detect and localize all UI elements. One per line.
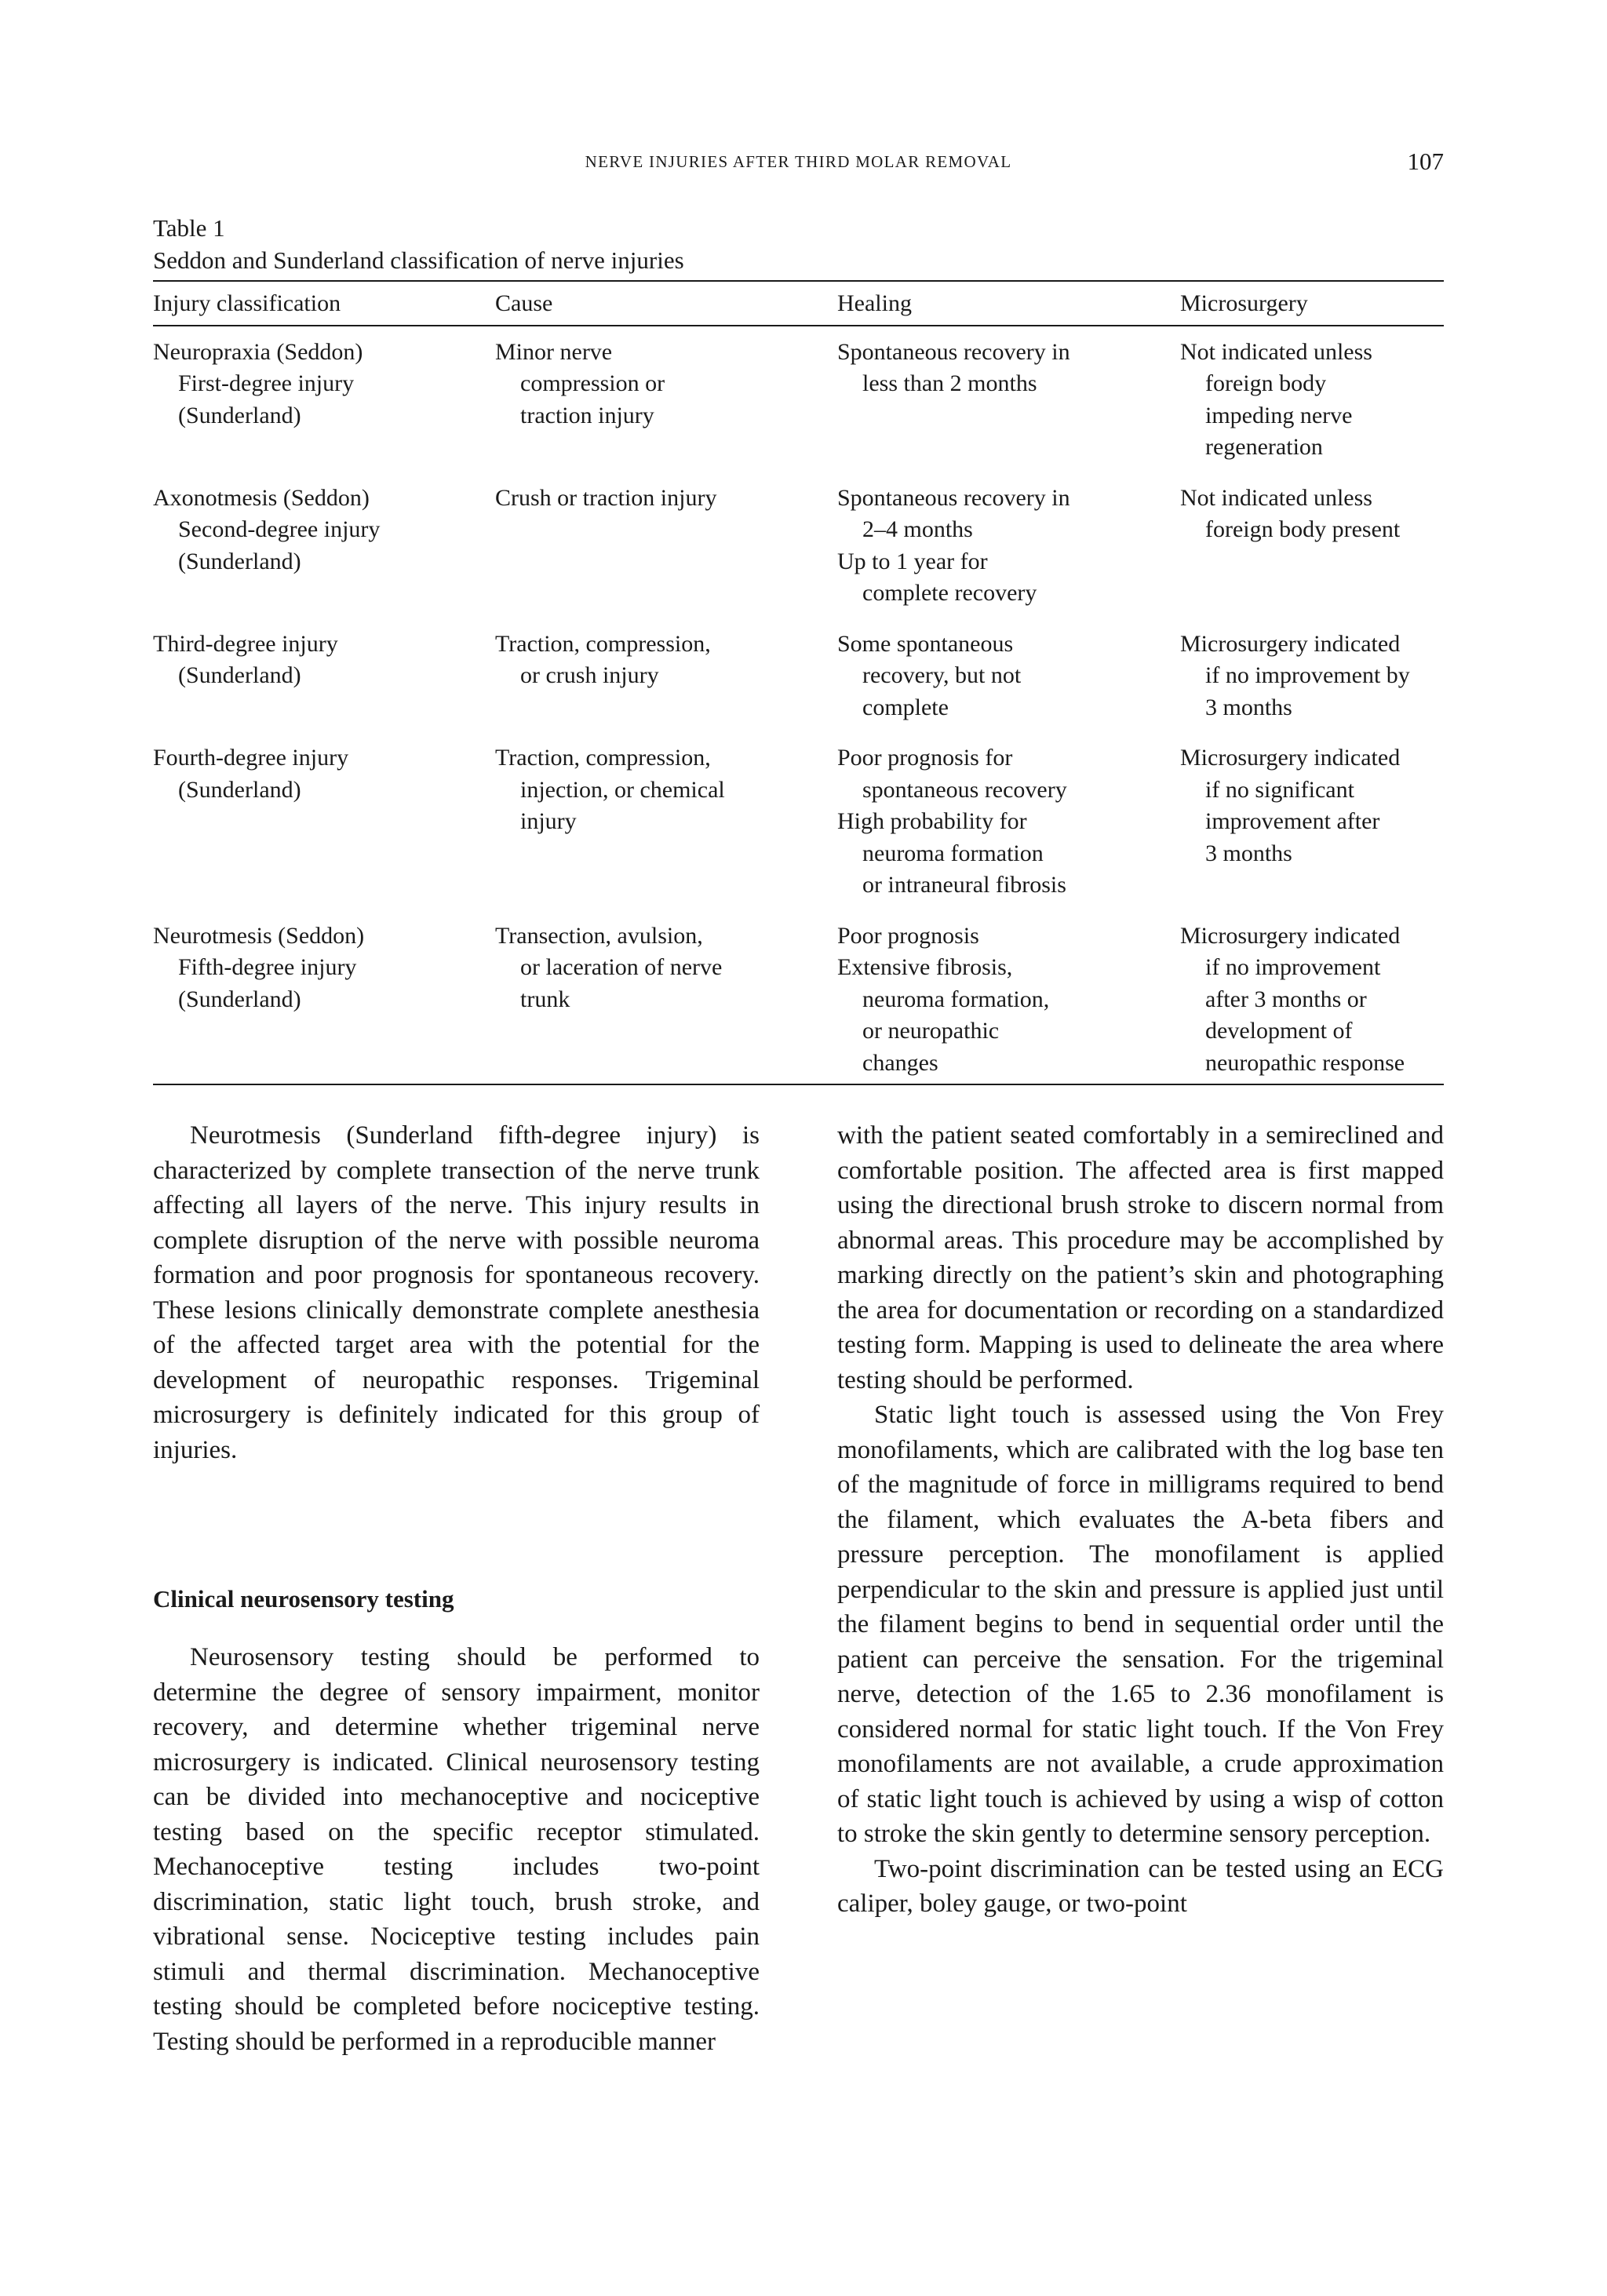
table-header-row — [153, 281, 1444, 326]
table-row — [153, 464, 1444, 610]
cell-line: Third-degree injury — [153, 630, 338, 657]
table-cell-healing — [837, 464, 1180, 610]
cell-line: injection, or chemical — [520, 776, 725, 803]
cell-line: injury — [520, 808, 577, 834]
table-cell-classification — [153, 902, 495, 1085]
column-header: Microsurgery — [1180, 290, 1308, 316]
table-cell-classification — [153, 610, 495, 724]
column-header: Cause — [495, 290, 553, 316]
table-cell-microsurgery — [1180, 326, 1444, 464]
body-paragraph: with the patient seated comfortably in a semireclined and comfortable position. The affected area is first mapped using the directional brush stroke to discern normal from abnormal areas. This procedure may be accomplished by marking directly on the patient’s skin and photographing the area for documentation or recording on a standardized testing form. Mapping is used to delineate the area where testing should be performed. — [837, 1121, 1444, 1394]
table-row — [153, 610, 1444, 724]
table-cell-healing — [837, 723, 1180, 902]
cell-line: Fifth-degree injury — [178, 954, 357, 980]
table-label: Table 1 — [153, 214, 225, 242]
cell-line: (Sunderland) — [178, 662, 301, 688]
running-header — [153, 149, 1444, 180]
running-title: NERVE INJURIES AFTER THIRD MOLAR REMOVAL — [585, 152, 1012, 171]
cell-line: if no improvement by — [1205, 662, 1410, 688]
cell-line: compression or — [520, 370, 665, 396]
cell-line: 2–4 months — [862, 516, 973, 542]
cell-line: Poor prognosis — [837, 922, 979, 949]
cell-line: foreign body present — [1205, 516, 1401, 542]
cell-line: less than 2 months — [862, 370, 1037, 396]
cell-line: foreign body — [1205, 370, 1327, 396]
cell-line: Axonotmesis (Seddon) — [153, 484, 370, 511]
cell-line: Microsurgery indicated — [1180, 745, 1401, 771]
cell-line: Minor nerve — [495, 338, 613, 365]
cell-line: 3 months — [1205, 840, 1292, 866]
table-cell-cause — [495, 723, 837, 902]
cell-line: Not indicated unless — [1180, 338, 1372, 365]
table-cell-classification — [153, 326, 495, 464]
right-column-text — [837, 1118, 1444, 1922]
cell-line: or crush injury — [520, 662, 659, 688]
cell-line: after 3 months or — [1205, 986, 1367, 1012]
table-caption — [153, 212, 684, 276]
body-paragraph: Static light touch is assessed using the Von Frey monofilaments, which are calibrated with the log base ten of the magnitude of force in milligrams required to bend the filament, which evaluates the A-beta fibers and pressure perception. The monofilament is applied perpendicular to the skin and pressure is applied just until the filament begins to bend in sequential order until the patient can perceive the sensation. For the trigeminal nerve, detection of the 1.65 to 2.36 monofilament is considered normal for static light touch. If the Von Frey monofilaments are not available, a crude approximation of static light touch is achieved by using a wisp of cotton to stroke the skin gently to determine sensory perception. — [837, 1401, 1444, 1848]
cell-line: Spontaneous recovery in — [837, 484, 1070, 511]
cell-line: Traction, compression, — [495, 630, 711, 657]
cell-line: changes — [862, 1049, 938, 1076]
cell-line: regeneration — [1205, 434, 1323, 460]
cell-line: complete recovery — [862, 580, 1037, 606]
page-number: 107 — [1407, 148, 1444, 175]
cell-line: Second-degree injury — [178, 516, 381, 542]
cell-line: Not indicated unless — [1180, 484, 1372, 511]
cell-line: Microsurgery indicated — [1180, 922, 1401, 949]
table-cell-microsurgery — [1180, 464, 1444, 610]
cell-line: if no significant — [1205, 776, 1354, 803]
table-cell-classification — [153, 723, 495, 902]
cell-line: Some spontaneous — [837, 630, 1014, 657]
cell-line: First-degree injury — [178, 370, 355, 396]
cell-line: or intraneural fibrosis — [862, 872, 1066, 898]
cell-line: (Sunderland) — [178, 986, 301, 1012]
table-row — [153, 723, 1444, 902]
table-title: Seddon and Sunderland classification of nerve injuries — [153, 246, 684, 274]
cell-line: Extensive fibrosis, — [837, 954, 1013, 980]
cell-line: (Sunderland) — [178, 402, 301, 428]
table-cell-classification — [153, 464, 495, 610]
cell-line: traction injury — [520, 402, 654, 428]
table-body — [153, 326, 1444, 1085]
table-cell-healing — [837, 902, 1180, 1085]
cell-line: (Sunderland) — [178, 548, 301, 574]
table-cell-cause — [495, 326, 837, 464]
cell-line: spontaneous recovery — [862, 776, 1067, 803]
cell-line: Neuropraxia (Seddon) — [153, 338, 363, 365]
cell-line: neuropathic response — [1205, 1049, 1405, 1076]
cell-line: Neurotmesis (Seddon) — [153, 922, 365, 949]
cell-line: High probability for — [837, 808, 1027, 834]
cell-line: or laceration of nerve — [520, 954, 723, 980]
cell-line: neuroma formation, — [862, 986, 1050, 1012]
cell-line: recovery, but not — [862, 662, 1022, 688]
table-cell-microsurgery — [1180, 902, 1444, 1085]
cell-line: or neuropathic — [862, 1018, 1000, 1044]
body-paragraph: Neurotmesis (Sunderland fifth-degree injury) is characterized by complete transection of the nerve trunk affecting all layers of the nerve. This injury results in complete disruption of the nerve with possible neuroma formation and poor prognosis for spontaneous recovery. These lesions clinically demonstrate complete anesthesia of the affected target area with the potential for the development of neuropathic responses. Trigeminal microsurgery is definitely indicated for this group of injuries. — [153, 1121, 760, 1464]
table-row — [153, 326, 1444, 464]
body-paragraph: Two-point discrimination can be tested using an ECG caliper, boley gauge, or two-point — [837, 1854, 1444, 1918]
cell-line: 3 months — [1205, 694, 1292, 720]
column-header: Healing — [837, 290, 912, 316]
cell-line: complete — [862, 694, 949, 720]
cell-line: neuroma formation — [862, 840, 1044, 866]
cell-line: Transection, avulsion, — [495, 922, 703, 949]
cell-line: development of — [1205, 1018, 1353, 1044]
section-heading: Clinical neurosensory testing — [153, 1585, 454, 1613]
body-paragraph: Neurosensory testing should be performed to determine the degree of sensory impairment, monitor recovery, and determine whether trigeminal nerve microsurgery is indicated. Clinical neurosensory testing can be divided into mechanoceptive and nociceptive testing based on the specific receptor stimulated. Mechanoceptive testing includes two-point discrimination, static light touch, brush stroke, and vibrational sense. Nociceptive testing includes pain stimuli and thermal discrimination. Mechanoceptive testing should be completed before nociceptive testing. Testing should be performed in a reproducible manner — [153, 1643, 760, 2056]
table-cell-microsurgery — [1180, 610, 1444, 724]
cell-line: Traction, compression, — [495, 745, 711, 771]
table-row — [153, 902, 1444, 1085]
cell-line: if no improvement — [1205, 954, 1381, 980]
classification-table — [153, 280, 1444, 1085]
table-cell-healing — [837, 326, 1180, 464]
cell-line: (Sunderland) — [178, 776, 301, 803]
cell-line: Up to 1 year for — [837, 548, 988, 574]
table-cell-cause — [495, 464, 837, 610]
table-cell-healing — [837, 610, 1180, 724]
cell-line: impeding nerve — [1205, 402, 1353, 428]
cell-line: Spontaneous recovery in — [837, 338, 1070, 365]
table-cell-cause — [495, 610, 837, 724]
column-header: Injury classification — [153, 290, 341, 316]
table-cell-cause — [495, 902, 837, 1085]
cell-line: improvement after — [1205, 808, 1380, 834]
cell-line: Crush or traction injury — [495, 484, 717, 511]
cell-line: trunk — [520, 986, 570, 1012]
left-column-section-text — [153, 1640, 760, 2059]
cell-line: Microsurgery indicated — [1180, 630, 1401, 657]
table-cell-microsurgery — [1180, 723, 1444, 902]
cell-line: Poor prognosis for — [837, 745, 1013, 771]
cell-line: Fourth-degree injury — [153, 745, 349, 771]
left-column-text — [153, 1118, 760, 1467]
